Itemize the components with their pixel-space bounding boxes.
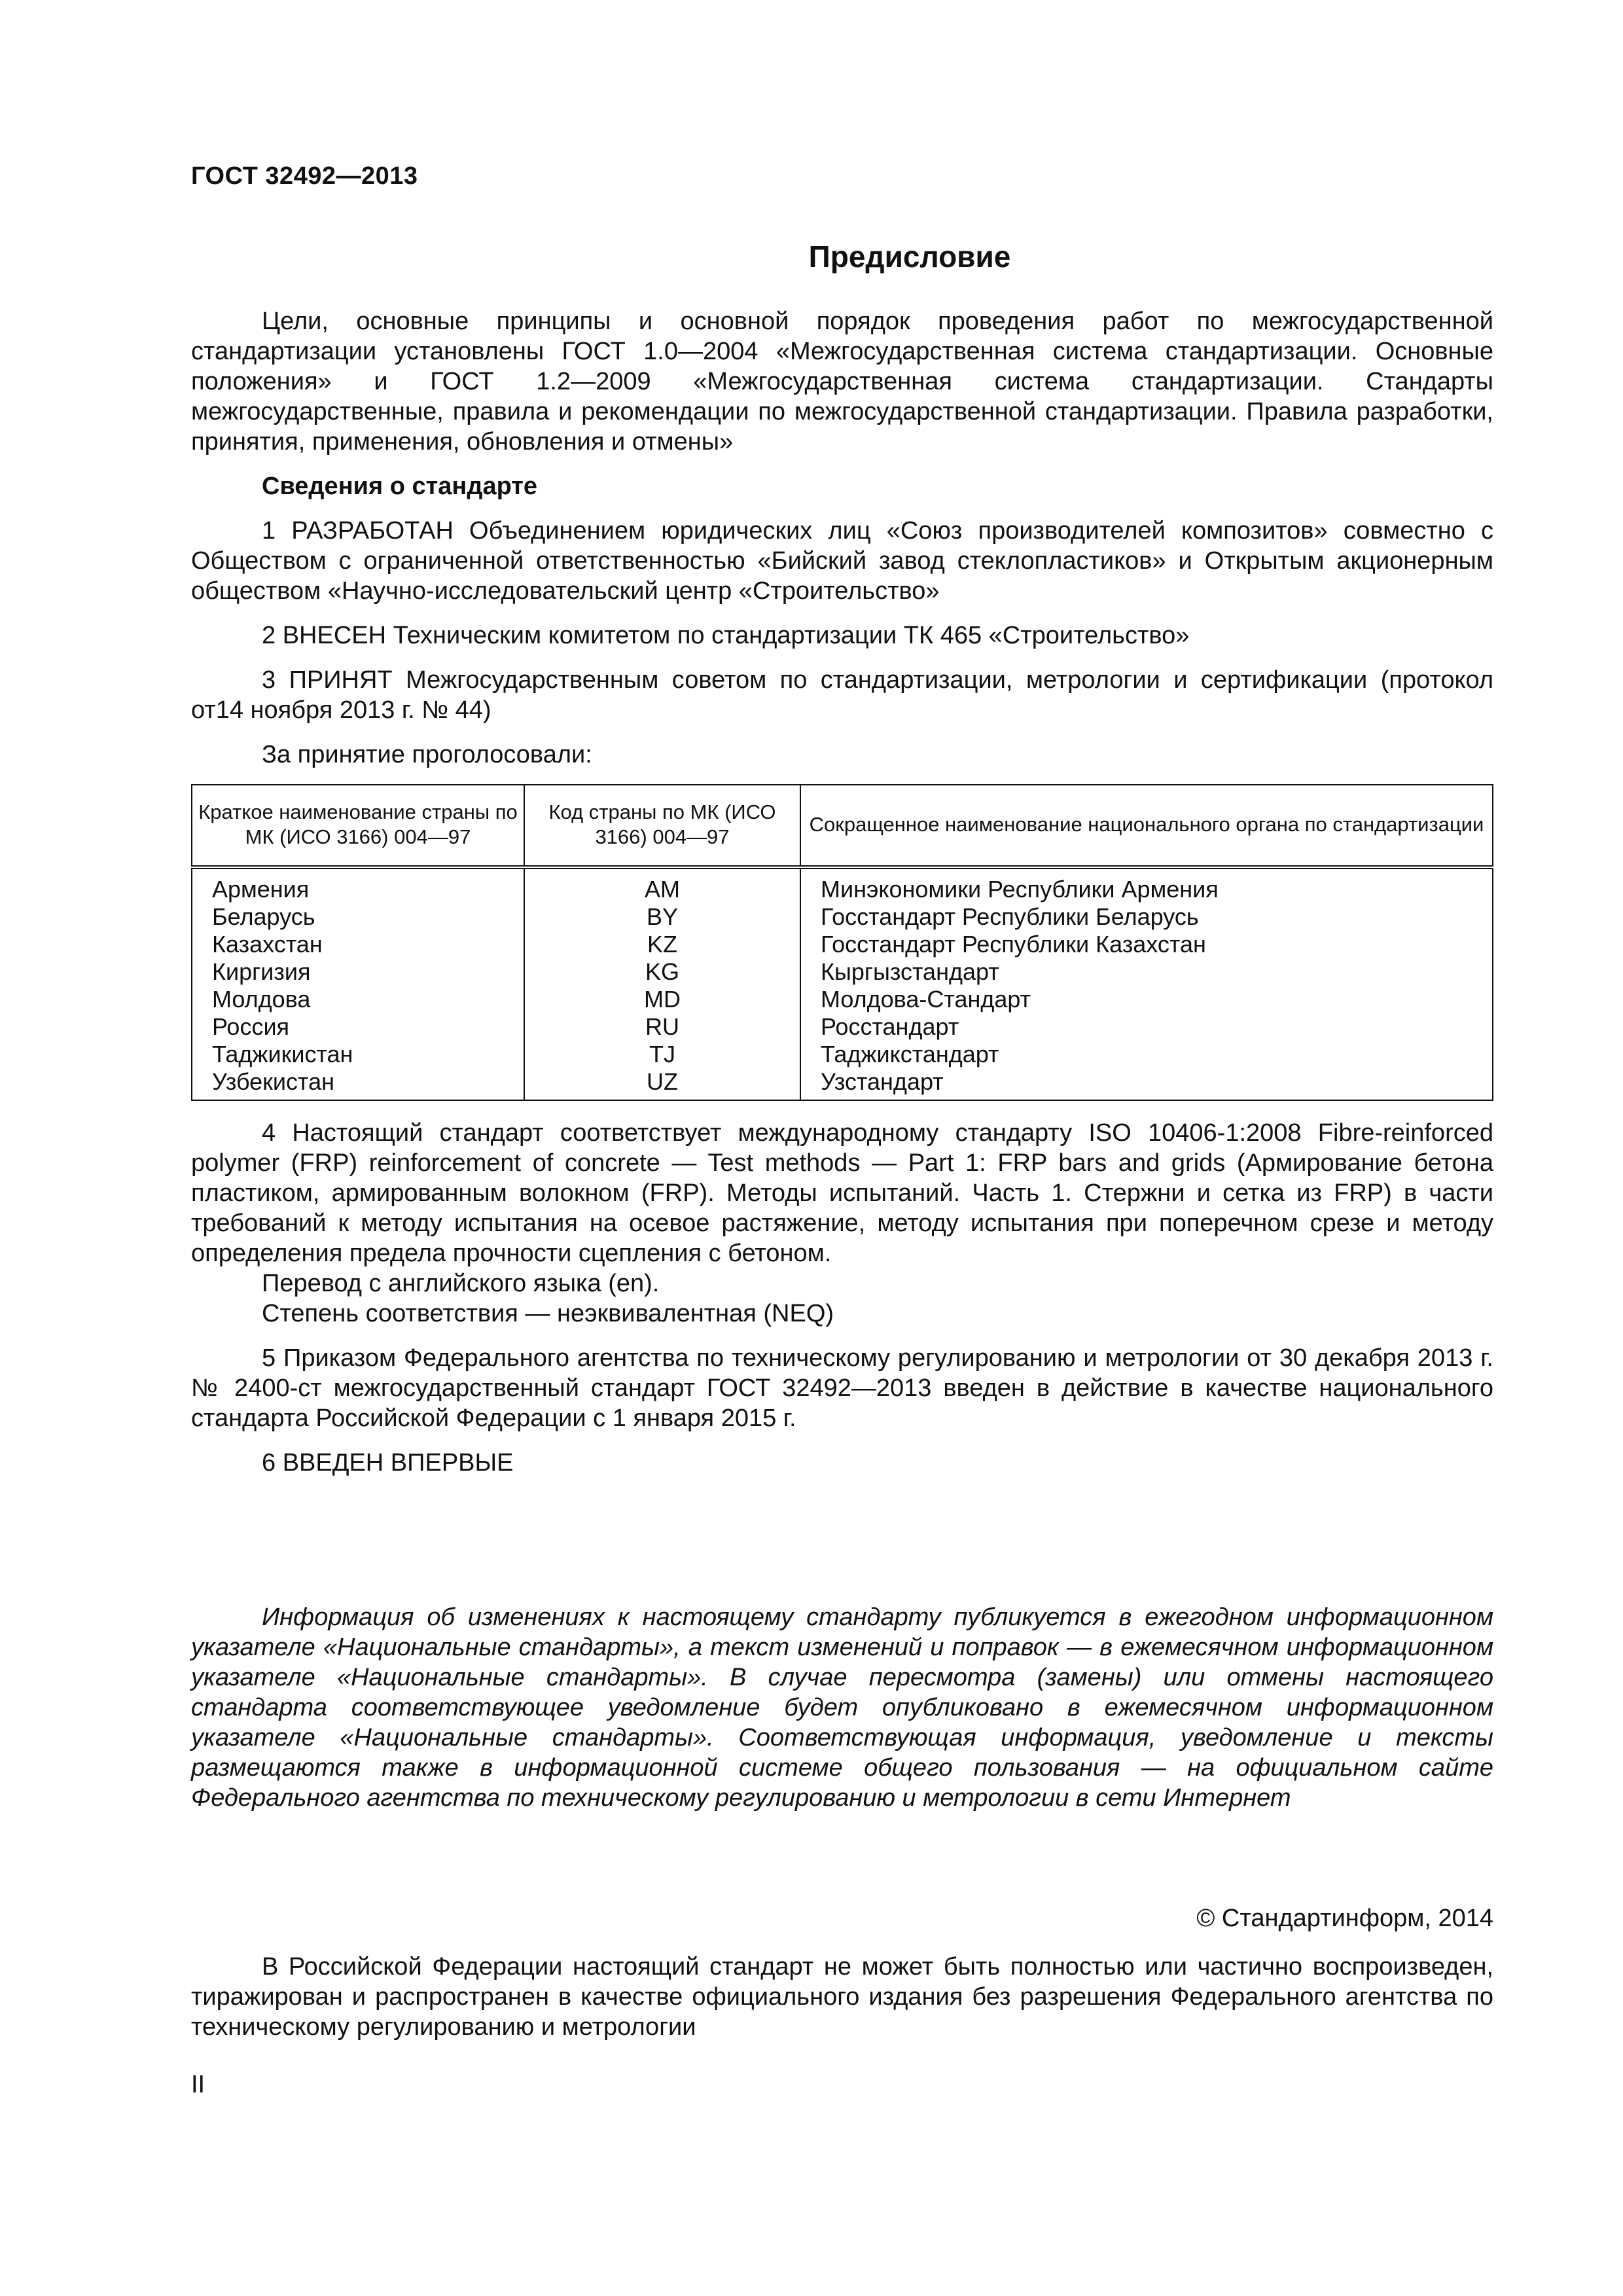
table-row bbox=[192, 1013, 1493, 1041]
intro-paragraph: Цели, основные принципы и основной порядок проведения работ по межгосударственной стандартизации установлены ГОСТ 1.0—2004 «Межгосударственная система стандартизации. Основные положения» и ГОСТ 1.2—2009 «Межгосударственная система стандартизации. Стандарты межгосударственные, правила и рекомендации по межгосударственной стандартизации. Правила разработки, принятия, применения, обновления и отмены» bbox=[191, 308, 1493, 456]
item-1-developed: 1 РАЗРАБОТАН Объединением юридических лиц «Союз производителей композитов» совместно с Обществом с ограниченной ответственностью «Бийский завод стеклопластиков» и Открытым акционерным обществом «Научно-исследовательский центр «Строительство» bbox=[191, 517, 1493, 605]
country-name: Узбекистан bbox=[192, 1068, 524, 1100]
changes-notice: Информация об изменениях к настоящему стандарту публикуется в ежегодном информационном указателе «Национальные стандарты», а текст изменений и поправок — в ежемесячном информационном указателе «Национальные стандарты». В случае пересмотра (замены) или отмены настоящего стандарта соответствующее уведомление будет опубликовано в ежемесячном информационном указателе «Национальные стандарты». Соответствующая информация, уведомление и тексты размещаются также в информационной системе общего пользования — на официальном сайте Федерального агентства по техническому регулированию и метрологии в сети Интернет bbox=[191, 1604, 1493, 1812]
item-2-introduced: 2 ВНЕСЕН Техническим комитетом по стандартизации ТК 465 «Строительство» bbox=[262, 622, 1190, 649]
page-title: Предисловие bbox=[808, 240, 1011, 274]
item-4-translation: Перевод с английского языка (en). bbox=[262, 1270, 660, 1297]
country-code: KG bbox=[524, 958, 800, 986]
standards-body: Таджикстандарт bbox=[800, 1041, 1493, 1068]
table-row bbox=[192, 931, 1493, 958]
column-header: Сокращенное наименование национального органа по стандартизации bbox=[800, 785, 1493, 867]
standards-body: Госстандарт Республики Казахстан bbox=[800, 931, 1493, 958]
column-header: Код страны по МК (ИСО 3166) 004—97 bbox=[524, 785, 800, 867]
country-code: RU bbox=[524, 1013, 800, 1041]
table-row bbox=[192, 1068, 1493, 1100]
table-row bbox=[192, 1041, 1493, 1068]
item-6-first-introduced: 6 ВВЕДЕН ВПЕРВЫЕ bbox=[262, 1449, 514, 1477]
item-5-order: 5 Приказом Федерального агентства по техническому регулированию и метрологии от 30 декабря 2013 г. № 2400-ст межгосударственный стандарт ГОСТ 32492—2013 введен в действие в качестве национального стандарта Российской Федерации с 1 января 2015 г. bbox=[191, 1344, 1493, 1432]
table-header-row bbox=[192, 785, 1493, 867]
voting-table bbox=[191, 784, 1493, 1101]
item-3-adopted: 3 ПРИНЯТ Межгосударственным советом по стандартизации, метрологии и сертификации (протокол от14 ноября 2013 г. № 44) bbox=[191, 666, 1493, 724]
country-code: KZ bbox=[524, 931, 800, 958]
preface-body bbox=[191, 306, 1493, 1478]
table-row bbox=[192, 986, 1493, 1013]
country-name: Беларусь bbox=[192, 903, 524, 931]
reproduction-rights: В Российской Федерации настоящий стандарт не может быть полностью или частично воспроизведен, тиражирован и распространен в качестве официального издания без разрешения Федерального агентства по техническому регулированию и метрологии bbox=[191, 1953, 1493, 2041]
country-code: UZ bbox=[524, 1068, 800, 1100]
standards-body: Госстандарт Республики Беларусь bbox=[800, 903, 1493, 931]
country-code: AM bbox=[524, 867, 800, 903]
standards-body: Узстандарт bbox=[800, 1068, 1493, 1100]
country-name: Киргизия bbox=[192, 958, 524, 986]
item-4-degree: Степень соответствия — неэквивалентная (NEQ) bbox=[262, 1300, 834, 1327]
standards-body: Минэкономики Республики Армения bbox=[800, 867, 1493, 903]
standards-body: Росстандарт bbox=[800, 1013, 1493, 1041]
standard-code: ГОСТ 32492—2013 bbox=[191, 162, 418, 190]
country-code: MD bbox=[524, 986, 800, 1013]
country-name: Молдова bbox=[192, 986, 524, 1013]
copyright-line: © Стандартинформ, 2014 bbox=[1196, 1905, 1493, 1932]
standards-body: Молдова-Стандарт bbox=[800, 986, 1493, 1013]
page-number: II bbox=[191, 2071, 205, 2098]
table-row bbox=[192, 958, 1493, 986]
table-row bbox=[192, 903, 1493, 931]
item-4-correspondence: 4 Настоящий стандарт соответствует международному стандарту ISO 10406-1:2008 Fibre-reinforced polymer (FRP) reinforcement of concrete — Test methods — Part 1: FRP bars and grids (Армирование бетона пластиком, армированным волокном (FRP). Методы испытаний. Часть 1. Стержни и сетка из FRP) в части требований к методу испытания на осевое растяжение, методу испытания при поперечном срезе и методу определения предела прочности сцепления с бетоном. bbox=[191, 1119, 1493, 1267]
standards-body: Кыргызстандарт bbox=[800, 958, 1493, 986]
country-name: Россия bbox=[192, 1013, 524, 1041]
voted-label: За принятие проголосовали: bbox=[262, 741, 592, 768]
column-header: Краткое наименование страны по МК (ИСО 3166) 004—97 bbox=[192, 785, 524, 867]
country-code: TJ bbox=[524, 1041, 800, 1068]
standard-info-heading: Сведения о стандарте bbox=[262, 473, 538, 500]
country-name: Армения bbox=[192, 867, 524, 903]
country-name: Таджикистан bbox=[192, 1041, 524, 1068]
country-name: Казахстан bbox=[192, 931, 524, 958]
country-code: BY bbox=[524, 903, 800, 931]
table-row bbox=[192, 867, 1493, 903]
